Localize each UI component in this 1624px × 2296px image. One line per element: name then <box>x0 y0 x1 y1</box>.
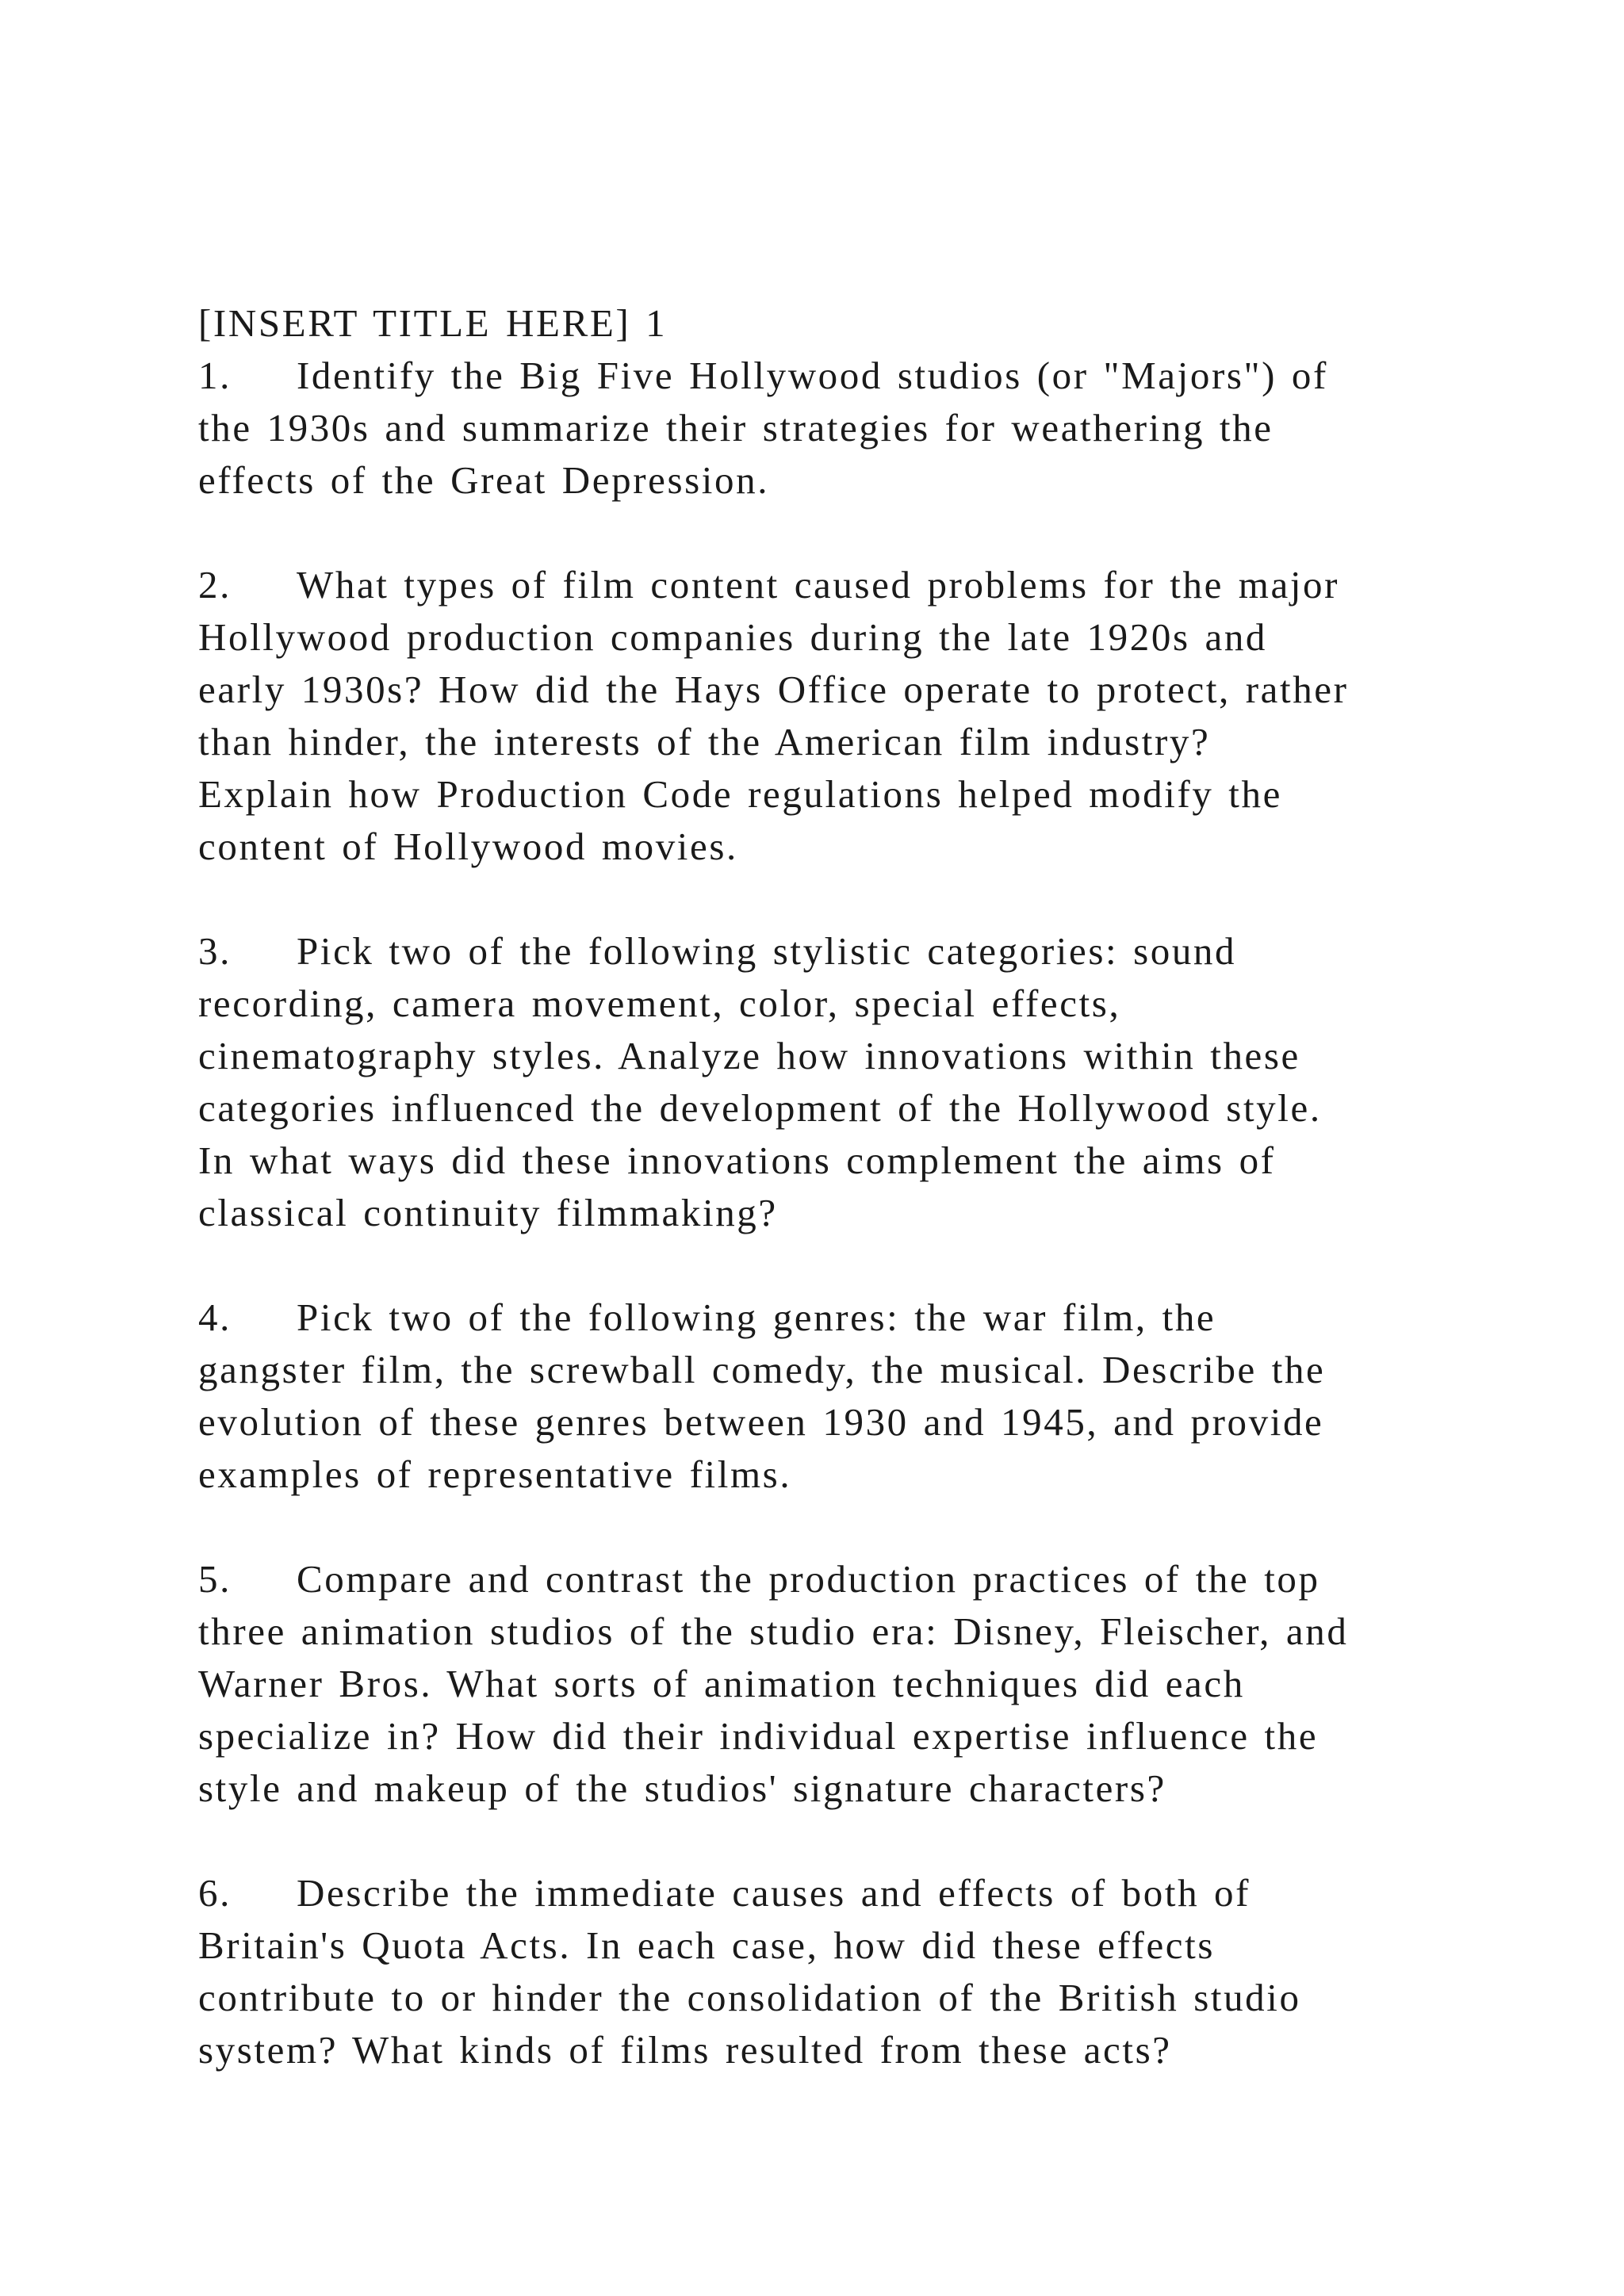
question-text: content of Hollywood movies. <box>198 825 738 868</box>
question-3 <box>198 925 1435 1239</box>
question-line <box>198 1710 1435 1762</box>
question-text: Describe the immediate causes and effects of both of <box>297 1871 1251 1915</box>
question-text: system? What kinds of films resulted from these acts? <box>198 2028 1172 2072</box>
question-5 <box>198 1553 1435 1815</box>
question-line <box>198 2024 1435 2076</box>
question-line <box>198 1396 1435 1448</box>
question-text: the 1930s and summarize their strategies for weathering the <box>198 406 1274 450</box>
question-text: Explain how Production Code regulations helped modify the <box>198 772 1282 816</box>
question-line <box>198 1448 1435 1501</box>
question-text: recording, camera movement, color, special effects, <box>198 982 1121 1025</box>
question-line <box>198 1658 1435 1710</box>
question-text: specialize in? How did their individual expertise influence the <box>198 1714 1319 1758</box>
question-text: Pick two of the following stylistic categories: sound <box>297 929 1237 973</box>
document-page <box>198 297 1435 2129</box>
question-number: 4. <box>198 1295 232 1339</box>
question-4 <box>198 1292 1435 1501</box>
question-line <box>198 1135 1435 1187</box>
question-text: Pick two of the following genres: the war film, the <box>297 1295 1216 1339</box>
question-text: classical continuity filmmaking? <box>198 1191 778 1234</box>
question-number: 3. <box>198 929 232 973</box>
question-line <box>198 821 1435 873</box>
question-number: 2. <box>198 563 232 607</box>
question-line <box>198 1292 1435 1344</box>
question-text: Hollywood production companies during the late 1920s and <box>198 615 1268 659</box>
question-2 <box>198 559 1435 873</box>
question-line <box>198 1972 1435 2024</box>
question-line <box>198 559 1435 611</box>
question-line <box>198 1919 1435 1972</box>
question-line <box>198 716 1435 768</box>
question-line <box>198 350 1435 402</box>
question-line <box>198 1867 1435 1919</box>
question-line <box>198 1605 1435 1658</box>
question-text: contribute to or hinder the consolidation of the British studio <box>198 1976 1301 2019</box>
question-list <box>198 350 1435 2076</box>
question-text: style and makeup of the studios' signature characters? <box>198 1766 1166 1810</box>
question-line <box>198 1030 1435 1082</box>
question-line <box>198 925 1435 978</box>
question-text: effects of the Great Depression. <box>198 458 770 502</box>
question-line <box>198 768 1435 821</box>
question-number: 1. <box>198 354 232 397</box>
question-line <box>198 1082 1435 1135</box>
question-text: Identify the Big Five Hollywood studios (or "Majors") of <box>297 354 1328 397</box>
question-line <box>198 611 1435 664</box>
question-line <box>198 1762 1435 1815</box>
question-line <box>198 978 1435 1030</box>
question-text: evolution of these genres between 1930 and 1945, and provide <box>198 1400 1324 1444</box>
question-line <box>198 402 1435 454</box>
question-line <box>198 664 1435 716</box>
question-text: In what ways did these innovations complement the aims of <box>198 1138 1276 1182</box>
question-line <box>198 1344 1435 1396</box>
question-line <box>198 1187 1435 1239</box>
question-text: Warner Bros. What sorts of animation techniques did each <box>198 1662 1245 1705</box>
question-line <box>198 1553 1435 1605</box>
question-text: gangster film, the screwball comedy, the musical. Describe the <box>198 1348 1326 1391</box>
question-6 <box>198 1867 1435 2076</box>
question-text: Compare and contrast the production practices of the top <box>297 1557 1320 1601</box>
question-text: Britain's Quota Acts. In each case, how did these effects <box>198 1923 1216 1967</box>
question-number: 6. <box>198 1871 232 1915</box>
question-1 <box>198 350 1435 507</box>
question-text: three animation studios of the studio era: Disney, Fleischer, and <box>198 1609 1349 1653</box>
question-number: 5. <box>198 1557 232 1601</box>
question-text: What types of film content caused problems for the major <box>297 563 1340 607</box>
document-title: [INSERT TITLE HERE] 1 <box>198 301 668 345</box>
question-text: categories influenced the development of the Hollywood style. <box>198 1086 1322 1130</box>
question-text: than hinder, the interests of the American film industry? <box>198 720 1211 763</box>
question-text: cinematography styles. Analyze how innovations within these <box>198 1034 1300 1077</box>
question-line <box>198 454 1435 507</box>
question-text: examples of representative films. <box>198 1452 792 1496</box>
question-text: early 1930s? How did the Hays Office operate to protect, rather <box>198 668 1349 711</box>
